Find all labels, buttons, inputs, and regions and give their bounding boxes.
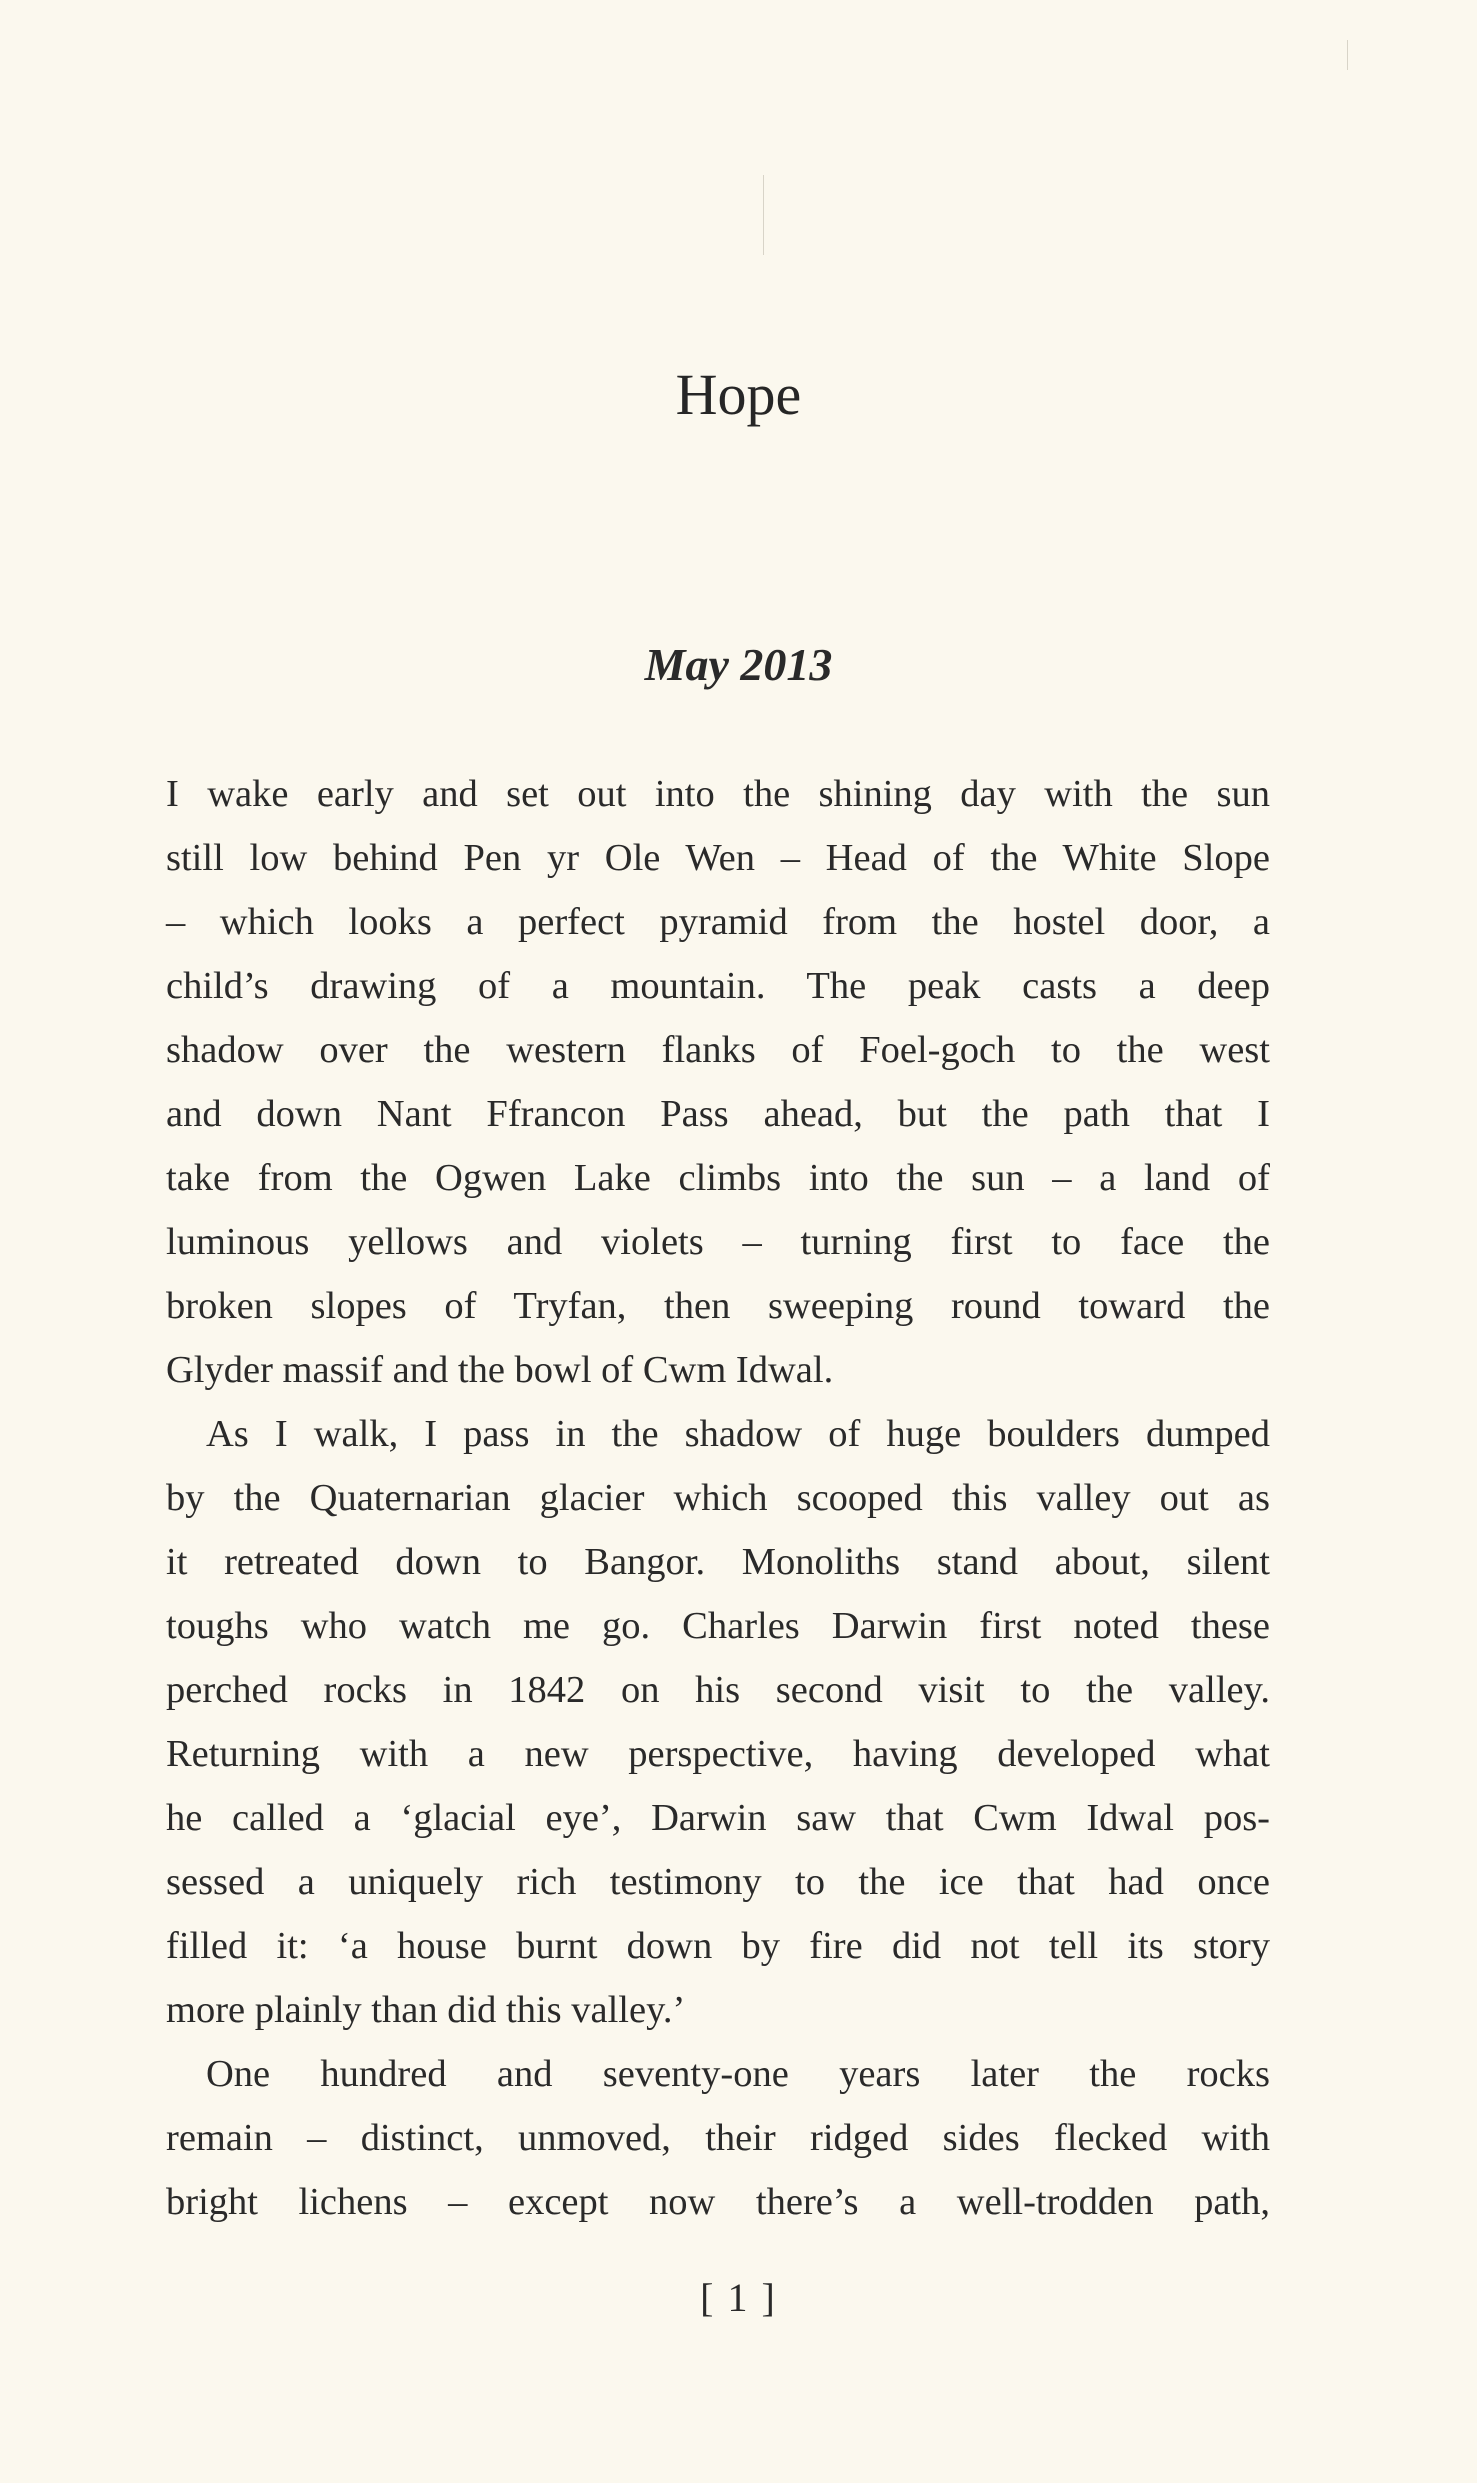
text-line: filled it: ‘a house burnt down by fire did not tell its story bbox=[166, 1925, 1270, 1967]
text-line: by the Quaternarian glacier which scooped this valley out as bbox=[166, 1477, 1270, 1519]
text-line: Returning with a new perspective, having developed what bbox=[166, 1733, 1270, 1775]
text-line: Glyder massif and the bowl of Cwm Idwal. bbox=[166, 1349, 834, 1391]
body-text bbox=[166, 762, 1270, 2234]
scan-artifact bbox=[1347, 40, 1348, 70]
text-line: still low behind Pen yr Ole Wen – Head of the White Slope bbox=[166, 837, 1270, 879]
text-line: toughs who watch me go. Charles Darwin first noted these bbox=[166, 1605, 1270, 1647]
text-line: As I walk, I pass in the shadow of huge boulders dumped bbox=[206, 1413, 1270, 1455]
text-line: shadow over the western flanks of Foel-goch to the west bbox=[166, 1029, 1270, 1071]
scan-artifact bbox=[763, 175, 764, 255]
page-number: [ 1 ] bbox=[700, 2275, 777, 2320]
text-line: luminous yellows and violets – turning first to face the bbox=[166, 1221, 1270, 1263]
chapter-date: May 2013 bbox=[644, 639, 833, 690]
text-line: perched rocks in 1842 on his second visit to the valley. bbox=[166, 1669, 1270, 1711]
text-line: One hundred and seventy-one years later the rocks bbox=[206, 2053, 1270, 2095]
text-line: take from the Ogwen Lake climbs into the sun – a land of bbox=[166, 1157, 1270, 1199]
text-line: bright lichens – except now there’s a well-trodden path, bbox=[166, 2181, 1270, 2223]
text-line: he called a ‘glacial eye’, Darwin saw that Cwm Idwal pos- bbox=[166, 1797, 1270, 1839]
text-line: child’s drawing of a mountain. The peak casts a deep bbox=[166, 965, 1270, 1007]
chapter-title: Hope bbox=[675, 362, 802, 427]
text-line: and down Nant Ffrancon Pass ahead, but the path that I bbox=[166, 1093, 1270, 1135]
text-line: remain – distinct, unmoved, their ridged sides flecked with bbox=[166, 2117, 1270, 2159]
text-line: sessed a uniquely rich testimony to the ice that had once bbox=[166, 1861, 1270, 1903]
text-line: broken slopes of Tryfan, then sweeping round toward the bbox=[166, 1285, 1270, 1327]
text-line: it retreated down to Bangor. Monoliths stand about, silent bbox=[166, 1541, 1270, 1583]
text-line: I wake early and set out into the shining day with the sun bbox=[166, 773, 1270, 815]
text-line: – which looks a perfect pyramid from the hostel door, a bbox=[166, 901, 1270, 943]
text-line: more plainly than did this valley.’ bbox=[166, 1989, 686, 2031]
